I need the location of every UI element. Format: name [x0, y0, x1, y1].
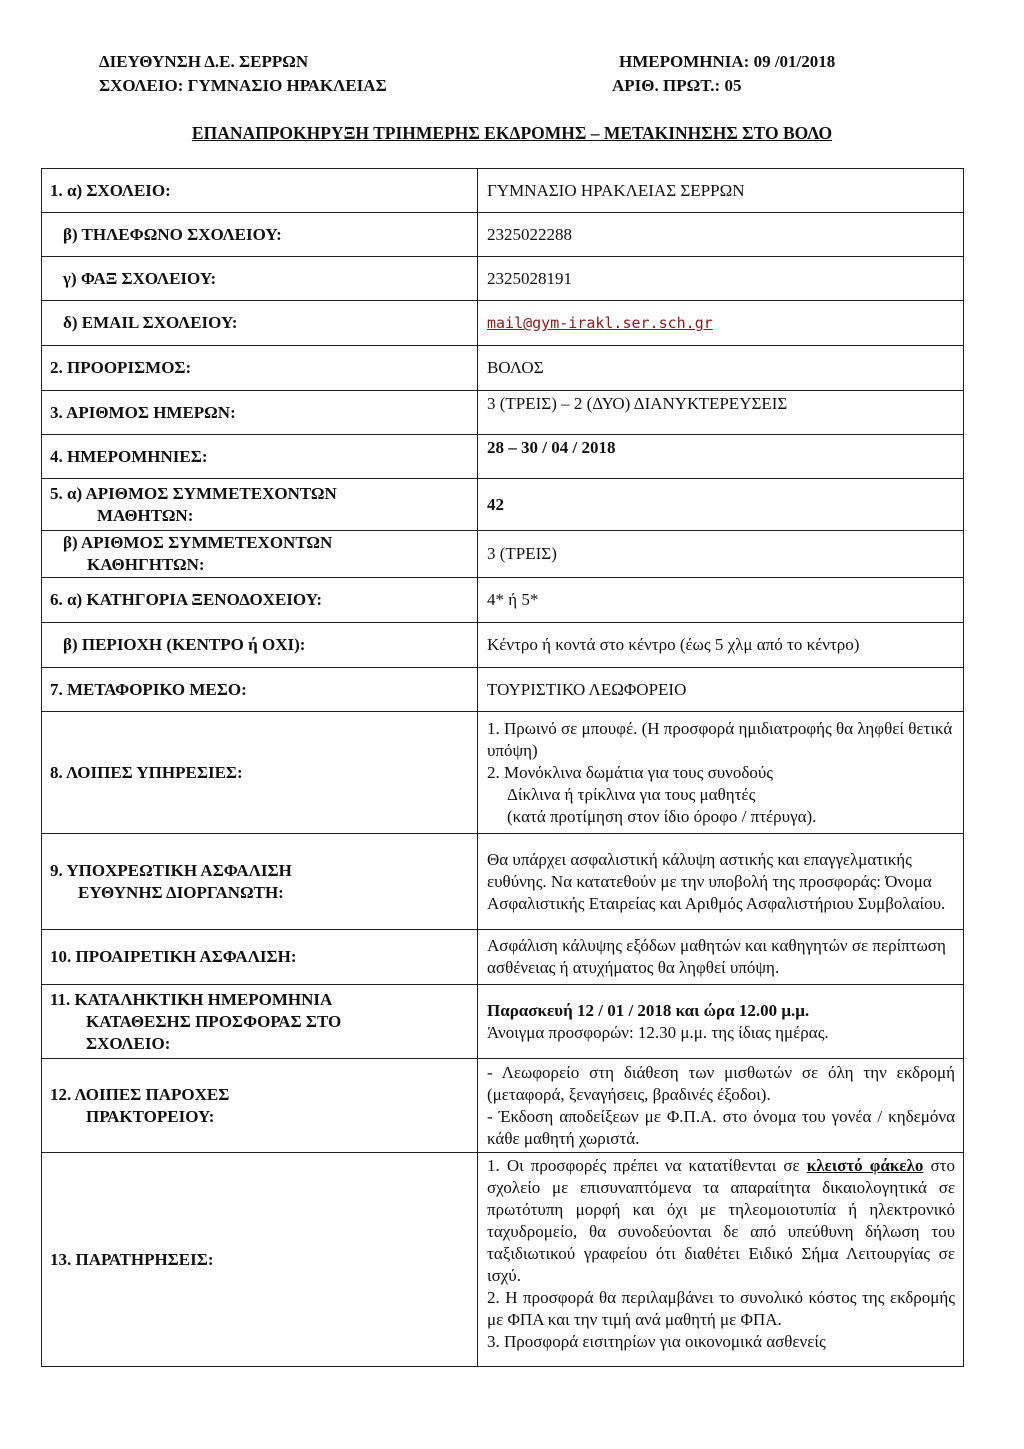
label-line: ΠΡΑΚΤΟΡΕΙΟΥ: — [86, 1106, 215, 1126]
table-row — [42, 257, 964, 301]
email-link[interactable]: mail@gym-irakl.ser.sch.gr — [487, 314, 713, 332]
table-row — [42, 1153, 964, 1367]
row-label: 8. ΛΟΙΠΕΣ ΥΠΗΡΕΣΙΕΣ: — [42, 712, 478, 834]
emphasis-text: κλειστό φάκελο — [806, 1156, 924, 1175]
label-line: 12. ΛΟΙΠΕΣ ΠΑΡΟΧΕΣ — [50, 1084, 230, 1104]
table-row — [42, 1059, 964, 1153]
row-label — [42, 985, 478, 1059]
table-row — [42, 391, 964, 435]
table-row — [42, 623, 964, 668]
row-value: 4* ή 5* — [478, 578, 964, 623]
label-line: 5. α) ΑΡΙΘΜΟΣ ΣΥΜΜΕΤΕΧΟΝΤΩΝ — [50, 483, 337, 503]
row-label: 6. α) ΚΑΤΗΓΟΡΙΑ ΞΕΝΟΔΟΧΕΙΟΥ: — [42, 578, 478, 623]
protocol-number: ΑΡΙΘ. ΠΡΩΤ.: 05 — [612, 76, 742, 95]
table-row — [42, 712, 964, 834]
label-line: ΜΑΘΗΤΩΝ: — [97, 505, 194, 525]
row-value — [478, 301, 964, 346]
value-line: Δίκλινα ή τρίκλινα για τους μαθητές — [507, 784, 756, 804]
row-label: 13. ΠΑΡΑΤΗΡΗΣΕΙΣ: — [42, 1153, 478, 1367]
row-label: δ) EMAIL ΣΧΟΛΕΙΟΥ: — [42, 301, 478, 346]
value-paragraph — [487, 1155, 955, 1287]
row-label — [42, 834, 478, 930]
row-value: ΤΟΥΡΙΣΤΙΚΟ ΛΕΩΦΟΡΕΙΟ — [478, 668, 964, 712]
label-line: ΚΑΘΗΓΗΤΩΝ: — [87, 555, 205, 574]
row-value: 42 — [478, 479, 964, 531]
row-label: 3. ΑΡΙΘΜΟΣ ΗΜΕΡΩΝ: — [42, 391, 478, 435]
row-value — [478, 985, 964, 1059]
row-label: 1. α) ΣΧΟΛΕΙΟ: — [42, 169, 478, 213]
label-line: 9. ΥΠΟΧΡΕΩΤΙΚΗ ΑΣΦΑΛΙΣΗ — [50, 860, 292, 880]
table-row — [42, 346, 964, 391]
row-label: β) ΠΕΡΙΟΧΗ (ΚΕΝΤΡΟ ή ΟΧΙ): — [42, 623, 478, 668]
value-line: - Έκδοση αποδείξεων με Φ.Π.Α. στο όνομα του γονέα / κηδεμόνα κάθε μαθητή χωριστά. — [487, 1106, 955, 1148]
table-row — [42, 668, 964, 712]
row-value: Κέντρο ή κοντά στο κέντρο (έως 5 χλμ από το κέντρο) — [478, 623, 964, 668]
row-label — [42, 479, 478, 531]
announcement-table — [41, 168, 964, 1367]
row-value: Θα υπάρχει ασφαλιστική κάλυψη αστικής και επαγγελματικής ευθύνης. Να κατατεθούν με την υποβολή της προσφοράς: Όνομα Ασφαλιστικής Εταιρείας και Αριθμός Ασφαλιστήριου Συμβολαίου. — [478, 834, 964, 930]
value-text: στο σχολείο με επισυναπτόμενα τα απαραίτητα δικαιολογητικά σε πρωτότυπη μορφή και όχι με τηλεομοιοτυπία ή ηλεκτρονικό ταχυδρομείο, θα συνοδεύονται δε από υπεύθυνη δήλωση του ταξιδιωτικού γραφείου ότι διαθέτει Ειδικό Σήμα Λειτουργίας σε ισχύ. — [487, 1156, 956, 1285]
table-row — [42, 169, 964, 213]
value-line: 2. Μονόκλινα δωμάτια για τους συνοδούς — [487, 762, 774, 782]
table-row — [42, 479, 964, 531]
row-value — [478, 1153, 964, 1367]
value-line: Άνοιγμα προσφορών: 12.30 μ.μ. της ίδιας ημέρας. — [487, 1022, 829, 1042]
row-value: ΓΥΜΝΑΣΙΟ ΗΡΑΚΛΕΙΑΣ ΣΕΡΡΩΝ — [478, 169, 964, 213]
value-line: 1. Πρωινό σε μπουφέ. (Η προσφορά ημιδιατροφής θα ληφθεί θετικά υπόψη) — [487, 718, 953, 760]
directorate-header: ΔΙΕΥΘΥΝΣΗ Δ.Ε. ΣΕΡΡΩΝ — [99, 52, 309, 71]
label-line: 11. ΚΑΤΑΛΗΚΤΙΚΗ ΗΜΕΡΟΜΗΝΙΑ — [50, 989, 333, 1009]
row-label — [42, 1059, 478, 1153]
table-row — [42, 301, 964, 346]
table-row — [42, 531, 964, 578]
row-label: β) ΤΗΛΕΦΩΝΟ ΣΧΟΛΕΙΟΥ: — [42, 213, 478, 257]
table-row — [42, 435, 964, 479]
date-header: ΗΜΕΡΟΜΗΝΙΑ: 09 /01/2018 — [619, 52, 836, 71]
value-paragraph: 3. Προσφορά εισιτηρίων για οικονομικά ασθενείς — [487, 1332, 826, 1351]
row-value: 2325028191 — [478, 257, 964, 301]
label-line: ΚΑΤΑΘΕΣΗΣ ΠΡΟΣΦΟΡΑΣ ΣΤΟ — [86, 1011, 342, 1031]
row-value: 28 – 30 / 04 / 2018 — [478, 435, 964, 479]
value-line: Παρασκευή 12 / 01 / 2018 και ώρα 12.00 μ.μ. — [487, 1000, 810, 1020]
label-line: ΕΥΘΥΝΗΣ ΔΙΟΡΓΑΝΩΤΗ: — [78, 882, 284, 902]
table-row — [42, 834, 964, 930]
row-value: Ασφάλιση κάλυψης εξόδων μαθητών και καθηγητών σε περίπτωση ασθένειας ή ατυχήματος θα ληφθεί υπόψη. — [478, 930, 964, 985]
row-label: γ) ΦΑΞ ΣΧΟΛΕΙΟΥ: — [42, 257, 478, 301]
value-paragraph: 2. Η προσφορά θα περιλαμβάνει το συνολικό κόστος της εκδρομής με ΦΠΑ και την τιμή ανά μαθητή με ΦΠΑ. — [487, 1288, 955, 1329]
row-value: 3 (ΤΡΕΙΣ) — [478, 531, 964, 578]
row-value — [478, 1059, 964, 1153]
row-value: 2325022288 — [478, 213, 964, 257]
table-row — [42, 213, 964, 257]
row-label: 2. ΠΡΟΟΡΙΣΜΟΣ: — [42, 346, 478, 391]
value-text: 1. Οι προσφορές πρέπει να κατατίθενται σε — [487, 1156, 800, 1175]
row-value — [478, 712, 964, 834]
school-header: ΣΧΟΛΕΙΟ: ΓΥΜΝΑΣΙΟ ΗΡΑΚΛΕΙΑΣ — [99, 76, 387, 95]
row-value: 3 (ΤΡΕΙΣ) – 2 (ΔΥΟ) ΔΙΑΝΥΚΤΕΡΕΥΣΕΙΣ — [478, 391, 964, 435]
value-line: (κατά προτίμηση στον ίδιο όροφο / πτέρυγα). — [507, 806, 817, 826]
document-title: ΕΠΑΝΑΠΡΟΚΗΡΥΞΗ ΤΡΙΗΜΕΡΗΣ ΕΚΔΡΟΜΗΣ – ΜΕΤΑΚΙΝΗΣΗΣ ΣΤΟ ΒΟΛΟ — [191, 123, 833, 143]
label-line: ΣΧΟΛΕΙΟ: — [86, 1033, 171, 1053]
row-label: 10. ΠΡΟΑΙΡΕΤΙΚΗ ΑΣΦΑΛΙΣΗ: — [42, 930, 478, 985]
table-row — [42, 930, 964, 985]
row-label: 7. ΜΕΤΑΦΟΡΙΚΟ ΜΕΣΟ: — [42, 668, 478, 712]
row-label: 4. ΗΜΕΡΟΜΗΝΙΕΣ: — [42, 435, 478, 479]
label-line: β) ΑΡΙΘΜΟΣ ΣΥΜΜΕΤΕΧΟΝΤΩΝ — [63, 533, 333, 552]
row-value: ΒΟΛΟΣ — [478, 346, 964, 391]
table-row — [42, 985, 964, 1059]
table-row — [42, 578, 964, 623]
row-label — [42, 531, 478, 578]
value-line: - Λεωφορείο στη διάθεση των μισθωτών σε όλη την εκδρομή (μεταφορά, ξεναγήσεις, βραδινές έξοδοι). — [487, 1062, 955, 1104]
